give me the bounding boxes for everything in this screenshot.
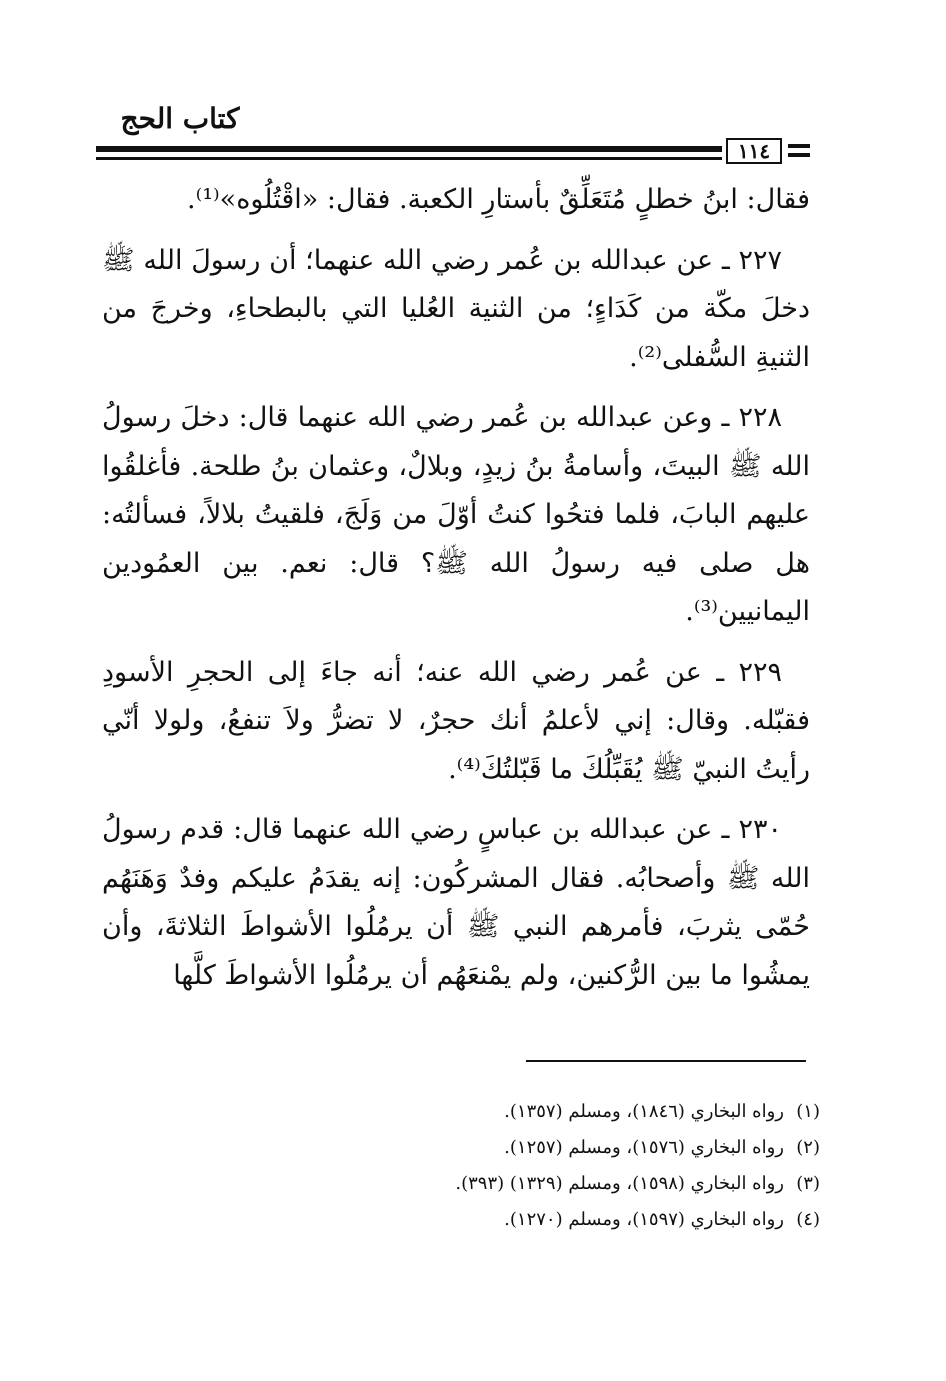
header-rule-thin <box>96 157 722 160</box>
footnote-text: رواه البخاري (١٥٩٨)، ومسلم (١٣٢٩) (٣٩٣). <box>455 1173 784 1194</box>
footnote <box>330 1130 820 1166</box>
header-ornament-dash <box>788 144 810 148</box>
footnote-text: رواه البخاري (١٨٤٦)، ومسلم (١٣٥٧). <box>504 1101 784 1122</box>
page-number: ١١٤ <box>726 138 782 164</box>
footnote-number: (١) <box>796 1101 820 1122</box>
footnote <box>330 1202 820 1238</box>
main-text <box>102 176 810 1012</box>
footnote <box>330 1094 820 1130</box>
footnotes <box>330 1094 820 1238</box>
footnote <box>330 1166 820 1202</box>
hadith-228: ٢٢٨ ـ وعن عبدالله بن عُمر رضي الله عنهما قال: دخلَ رسولُ الله ﷺ البيتَ، وأسامةُ بنُ زيدٍ، وبلالٌ، وعثمان بنُ طلحة. فأغلقُوا عليهم البابَ، فلما فتحُوا كنتُ أوّلَ من وَلَجَ، فلقيتُ بلالاً، فسألتُه: هل صلى فيه رسولُ الله ﷺ؟ قال: نعم. بين العمُودين اليمانيين⁽³⁾. <box>102 402 810 627</box>
footnote-separator <box>526 1060 806 1062</box>
footnote-text: رواه البخاري (١٥٧٦)، ومسلم (١٢٥٧). <box>504 1137 784 1158</box>
paragraph-continuation: فقال: ابنُ خطلٍ مُتَعَلِّقٌ بأستارِ الكعبة. فقال: «اقْتُلُوه»⁽¹⁾. <box>187 184 810 215</box>
header-ornament-dash <box>788 153 810 157</box>
footnote-number: (٣) <box>796 1173 820 1194</box>
footnote-number: (٤) <box>796 1209 820 1230</box>
footnote-text: رواه البخاري (١٥٩٧)، ومسلم (١٢٧٠). <box>504 1209 784 1230</box>
footnote-number: (٢) <box>796 1137 820 1158</box>
hadith-229: ٢٢٩ ـ عن عُمر رضي الله عنه؛ أنه جاءَ إلى الحجرِ الأسودِ فقبّله. وقال: إني لأعلمُ أنك حجرٌ، لا تضرُّ ولاَ تنفعُ، ولولا أنّي رأيتُ النبيّ ﷺ يُقَبِّلُكَ ما قَبّلتُكَ⁽⁴⁾. <box>102 656 810 785</box>
hadith-230: ٢٣٠ ـ عن عبدالله بن عباسٍ رضي الله عنهما قال: قدم رسولُ الله ﷺ وأصحابُه. فقال المشركُون: إنه يقدَمُ عليكم وفدٌ وَهَنَهُم حُمّى يثربَ، فأمرهم النبي ﷺ أن يرمُلُوا الأشواطَ الثلاثةَ، وأن يمشُوا ما بين الرُّكنين، ولم يمْنعَهُم أن يرمُلُوا الأشواطَ كلَّها <box>102 814 810 991</box>
hadith-227: ٢٢٧ ـ عن عبدالله بن عُمر رضي الله عنهما؛ أن رسولَ الله ﷺ دخلَ مكّة من كَدَاءٍ؛ من الثنية العُليا التي بالبطحاءِ، وخرجَ من الثنيةِ السُّفلى⁽²⁾. <box>102 244 810 373</box>
header-rule-thick <box>96 146 722 152</box>
running-header-title: كتاب الحج <box>120 102 240 135</box>
